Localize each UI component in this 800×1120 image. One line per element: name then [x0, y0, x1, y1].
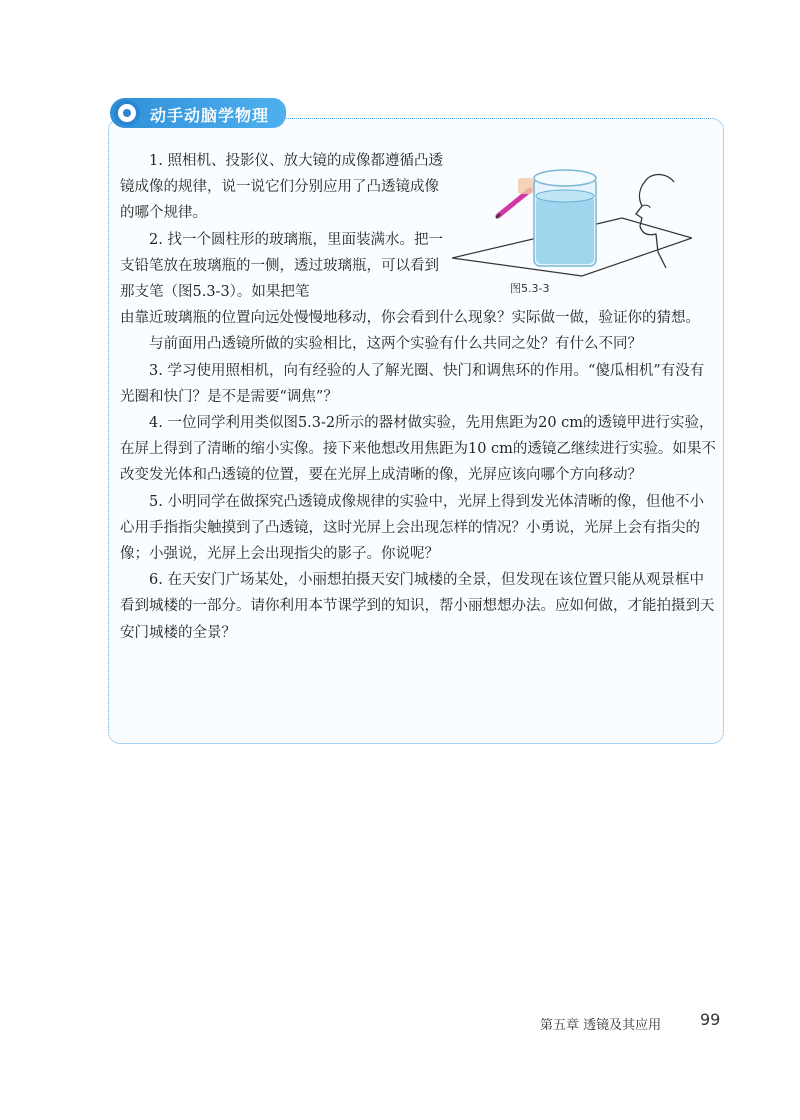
section-title: 动手动脑学物理 — [150, 106, 270, 125]
question-2-continued: 由靠近玻璃瓶的位置向远处慢慢地移动，你会看到什么现象？实际做一做，验证你的猜想。 — [120, 310, 700, 327]
target-icon — [114, 100, 140, 126]
question-2: 2. 找一个圆柱形的玻璃瓶，里面装满水。把一支铅笔放在玻璃瓶的一侧，透过玻璃瓶，可以看到那支笔（图5.3-3）。如果把笔 — [120, 231, 443, 301]
question-2-followup: 与前面用凸透镜所做的实验相比，这两个实验有什么共同之处？有什么不同？ — [149, 336, 642, 353]
question-1: 1. 照相机、投影仪、放大镜的成像都遵循凸透镜成像的规律，说一说它们分别应用了凸透镜成像的哪个规律。 — [120, 153, 443, 222]
exercise-content — [120, 148, 716, 646]
page-number: 99 — [700, 1010, 721, 1029]
question-4: 4. 一位同学利用类似图5.3-2所示的器材做实验，先用焦距为20 cm的透镜甲进行实验，在屏上得到了清晰的缩小实像。接下来他想改用焦距为10 cm的透镜乙继续进行实验。如果不改变发光体和凸透镜的位置，要在光屏上成清晰的像，光屏应该向哪个方向移动？ — [120, 415, 716, 484]
question-5: 5. 小明同学在做探究凸透镜成像规律的实验中，光屏上得到发光体清晰的像，但他不小心用手指指尖触摸到了凸透镜，这时光屏上会出现怎样的情况？小勇说，光屏上会有指尖的像；小强说，光屏上会出现指尖的影子。你说呢？ — [120, 493, 704, 563]
chapter-footer: 第五章 透镜及其应用 — [540, 1018, 662, 1033]
question-6: 6. 在天安门广场某处，小丽想拍摄天安门城楼的全景，但发现在该位置只能从观景框中看到城楼的一部分。请你利用本节课学到的知识，帮小丽想想办法。应如何做，才能拍摄到天安门城楼的全景？ — [120, 572, 715, 641]
figure-caption: 图5.3-3 — [510, 282, 550, 295]
question-3: 3. 学习使用照相机，向有经验的人了解光圈、快门和调焦环的作用。“傻瓜相机”有没有光圈和快门？是不是需要“调焦”？ — [120, 362, 705, 405]
